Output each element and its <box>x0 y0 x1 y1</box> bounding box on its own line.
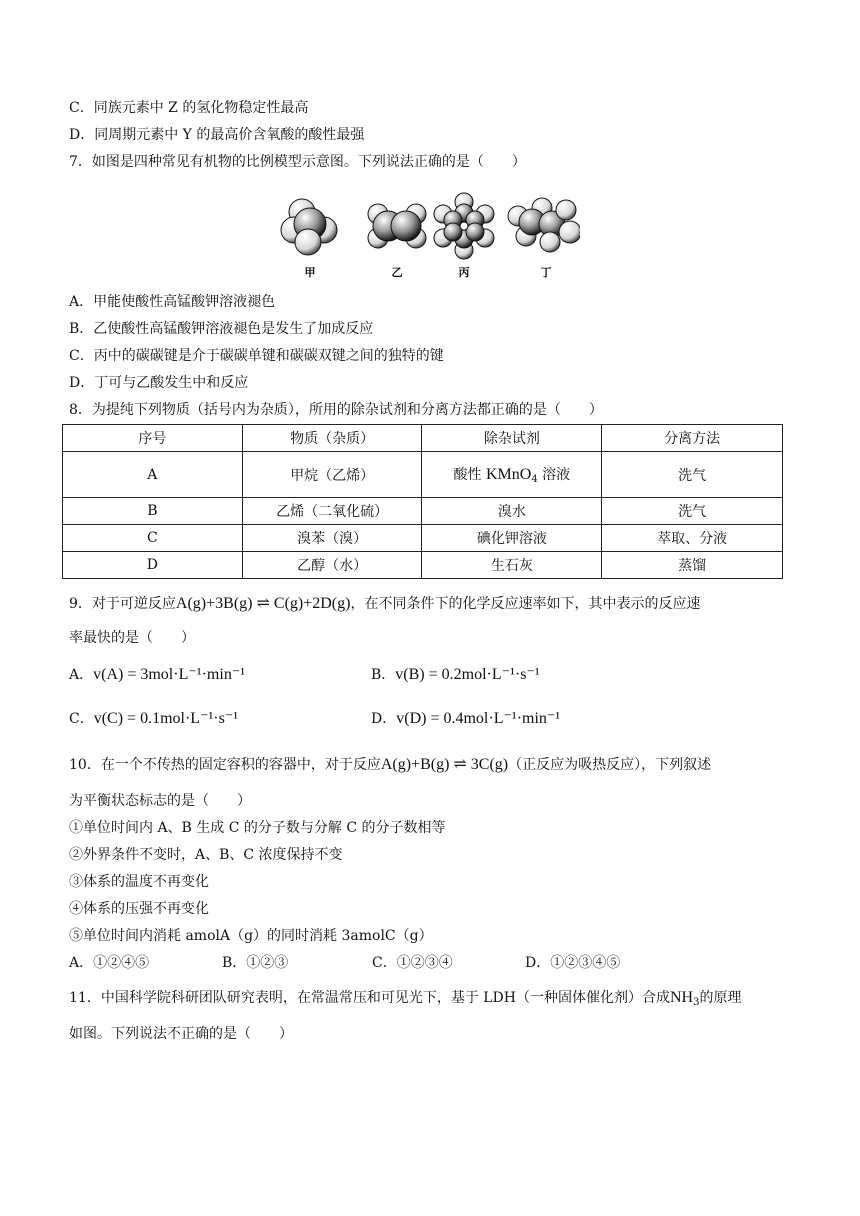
benzene-model <box>434 193 494 259</box>
ethanol-model <box>508 198 580 252</box>
table-header-row <box>63 425 783 452</box>
row-b-reagent: 溴水 <box>422 498 602 525</box>
ball-model-figure <box>280 188 580 280</box>
q10-item-4: ④体系的压强不再变化 <box>69 901 209 917</box>
q9-stem-line2: 率最快的是（ ） <box>69 630 195 646</box>
q10-equation: A(g)+B(g) ⇌ 3C(g) <box>380 756 509 773</box>
q9-stem: 9．对于可逆反应A(g)+3B(g) ⇌ C(g)+2D(g)，在不同条件下的化学反应速率如下，其中表示的反应速 <box>69 595 701 612</box>
q9-equation: A(g)+3B(g) ⇌ C(g)+2D(g) <box>175 595 351 612</box>
row-a-id: A <box>63 452 243 498</box>
q10-option-b: B．①②③ <box>222 955 289 971</box>
q7-option-a: A．甲能使酸性高锰酸钾溶液褪色 <box>69 294 276 310</box>
methane-model <box>281 199 337 255</box>
q10-option-a: A．①②④⑤ <box>69 955 150 971</box>
q9-option-c: C．v(C) = 0.1mol·L⁻¹·s⁻¹ <box>69 710 239 727</box>
row-b-substance: 乙烯（二氧化硫） <box>242 498 422 525</box>
row-c-substance: 溴苯（溴） <box>242 525 422 552</box>
q8-stem: 8．为提纯下列物质（括号内为杂质），所用的除杂试剂和分离方法都正确的是（ ） <box>69 402 603 418</box>
table-row <box>63 498 783 525</box>
row-b-id: B <box>63 498 243 525</box>
figure-label-bing: 丙 <box>458 266 470 279</box>
row-d-substance: 乙醇（水） <box>242 552 422 579</box>
q10-item-5: ⑤单位时间内消耗 amolA（g）的同时消耗 3amolC（g） <box>69 928 433 944</box>
figure-label-jia: 甲 <box>304 266 316 279</box>
q10-stem: 10．在一个不传热的固定容积的容器中，对于反应A(g)+B(g) ⇌ 3C(g)（正反应为吸热反应），下列叙述 <box>69 756 712 773</box>
row-d-id: D <box>63 552 243 579</box>
q9-option-d: D．v(D) = 0.4mol·L⁻¹·min⁻¹ <box>371 710 561 727</box>
q11-stem: 11．中国科学院科研团队研究表明，在常温常压和可见光下，基于 LDH（一种固体催化剂）合成$NH_3$的原理 <box>69 989 742 1008</box>
q6-option-d: D．同周期元素中 Y 的最高价含氧酸的酸性最强 <box>69 127 365 143</box>
row-a-method: 洗气 <box>602 452 783 498</box>
row-a-reagent: 酸性 KMnO$_4$ 溶液 <box>422 452 602 498</box>
header-method: 分离方法 <box>602 425 783 452</box>
row-c-reagent: 碘化钾溶液 <box>422 525 602 552</box>
q9-option-a: A．v(A) = 3mol·L⁻¹·min⁻¹ <box>69 666 246 683</box>
q11-stem-line2: 如图。下列说法不正确的是（ ） <box>69 1026 293 1042</box>
row-b-method: 洗气 <box>602 498 783 525</box>
table-row <box>63 525 783 552</box>
q6-option-c: C．同族元素中 Z 的氢化物稳定性最高 <box>69 100 309 116</box>
q7-option-b: B．乙使酸性高锰酸钾溶液褪色是发生了加成反应 <box>69 321 374 337</box>
q10-item-3: ③体系的温度不再变化 <box>69 874 209 890</box>
q10-stem-line2: 为平衡状态标志的是（ ） <box>69 793 251 809</box>
table-row <box>63 552 783 579</box>
q10-option-c: C．①②③④ <box>372 955 453 971</box>
q9-option-b: B．v(B) = 0.2mol·L⁻¹·s⁻¹ <box>371 666 540 683</box>
q10-item-1: ①单位时间内 A、B 生成 C 的分子数与分解 C 的分子数相等 <box>69 820 446 836</box>
header-reagent: 除杂试剂 <box>422 425 602 452</box>
figure-label-ding: 丁 <box>540 266 552 279</box>
figure-label-yi: 乙 <box>391 266 403 279</box>
header-substance: 物质（杂质） <box>242 425 422 452</box>
q7-option-d: D．丁可与乙酸发生中和反应 <box>69 375 249 391</box>
q10-option-d: D．①②③④⑤ <box>525 955 621 971</box>
q7-option-c: C．丙中的碳碳键是介于碳碳单键和碳碳双键之间的独特的键 <box>69 348 444 364</box>
row-c-id: C <box>63 525 243 552</box>
q10-item-2: ②外界条件不变时，A、B、C 浓度保持不变 <box>69 847 343 863</box>
row-a-substance: 甲烷（乙烯） <box>242 452 422 498</box>
header-id: 序号 <box>63 425 243 452</box>
row-d-method: 蒸馏 <box>602 552 783 579</box>
q7-stem: 7．如图是四种常见有机物的比例模型示意图。下列说法正确的是（ ） <box>69 154 526 170</box>
row-c-method: 萃取、分液 <box>602 525 783 552</box>
row-d-reagent: 生石灰 <box>422 552 602 579</box>
table-row <box>63 452 783 498</box>
ethylene-model <box>368 204 426 248</box>
purification-table <box>62 424 783 579</box>
